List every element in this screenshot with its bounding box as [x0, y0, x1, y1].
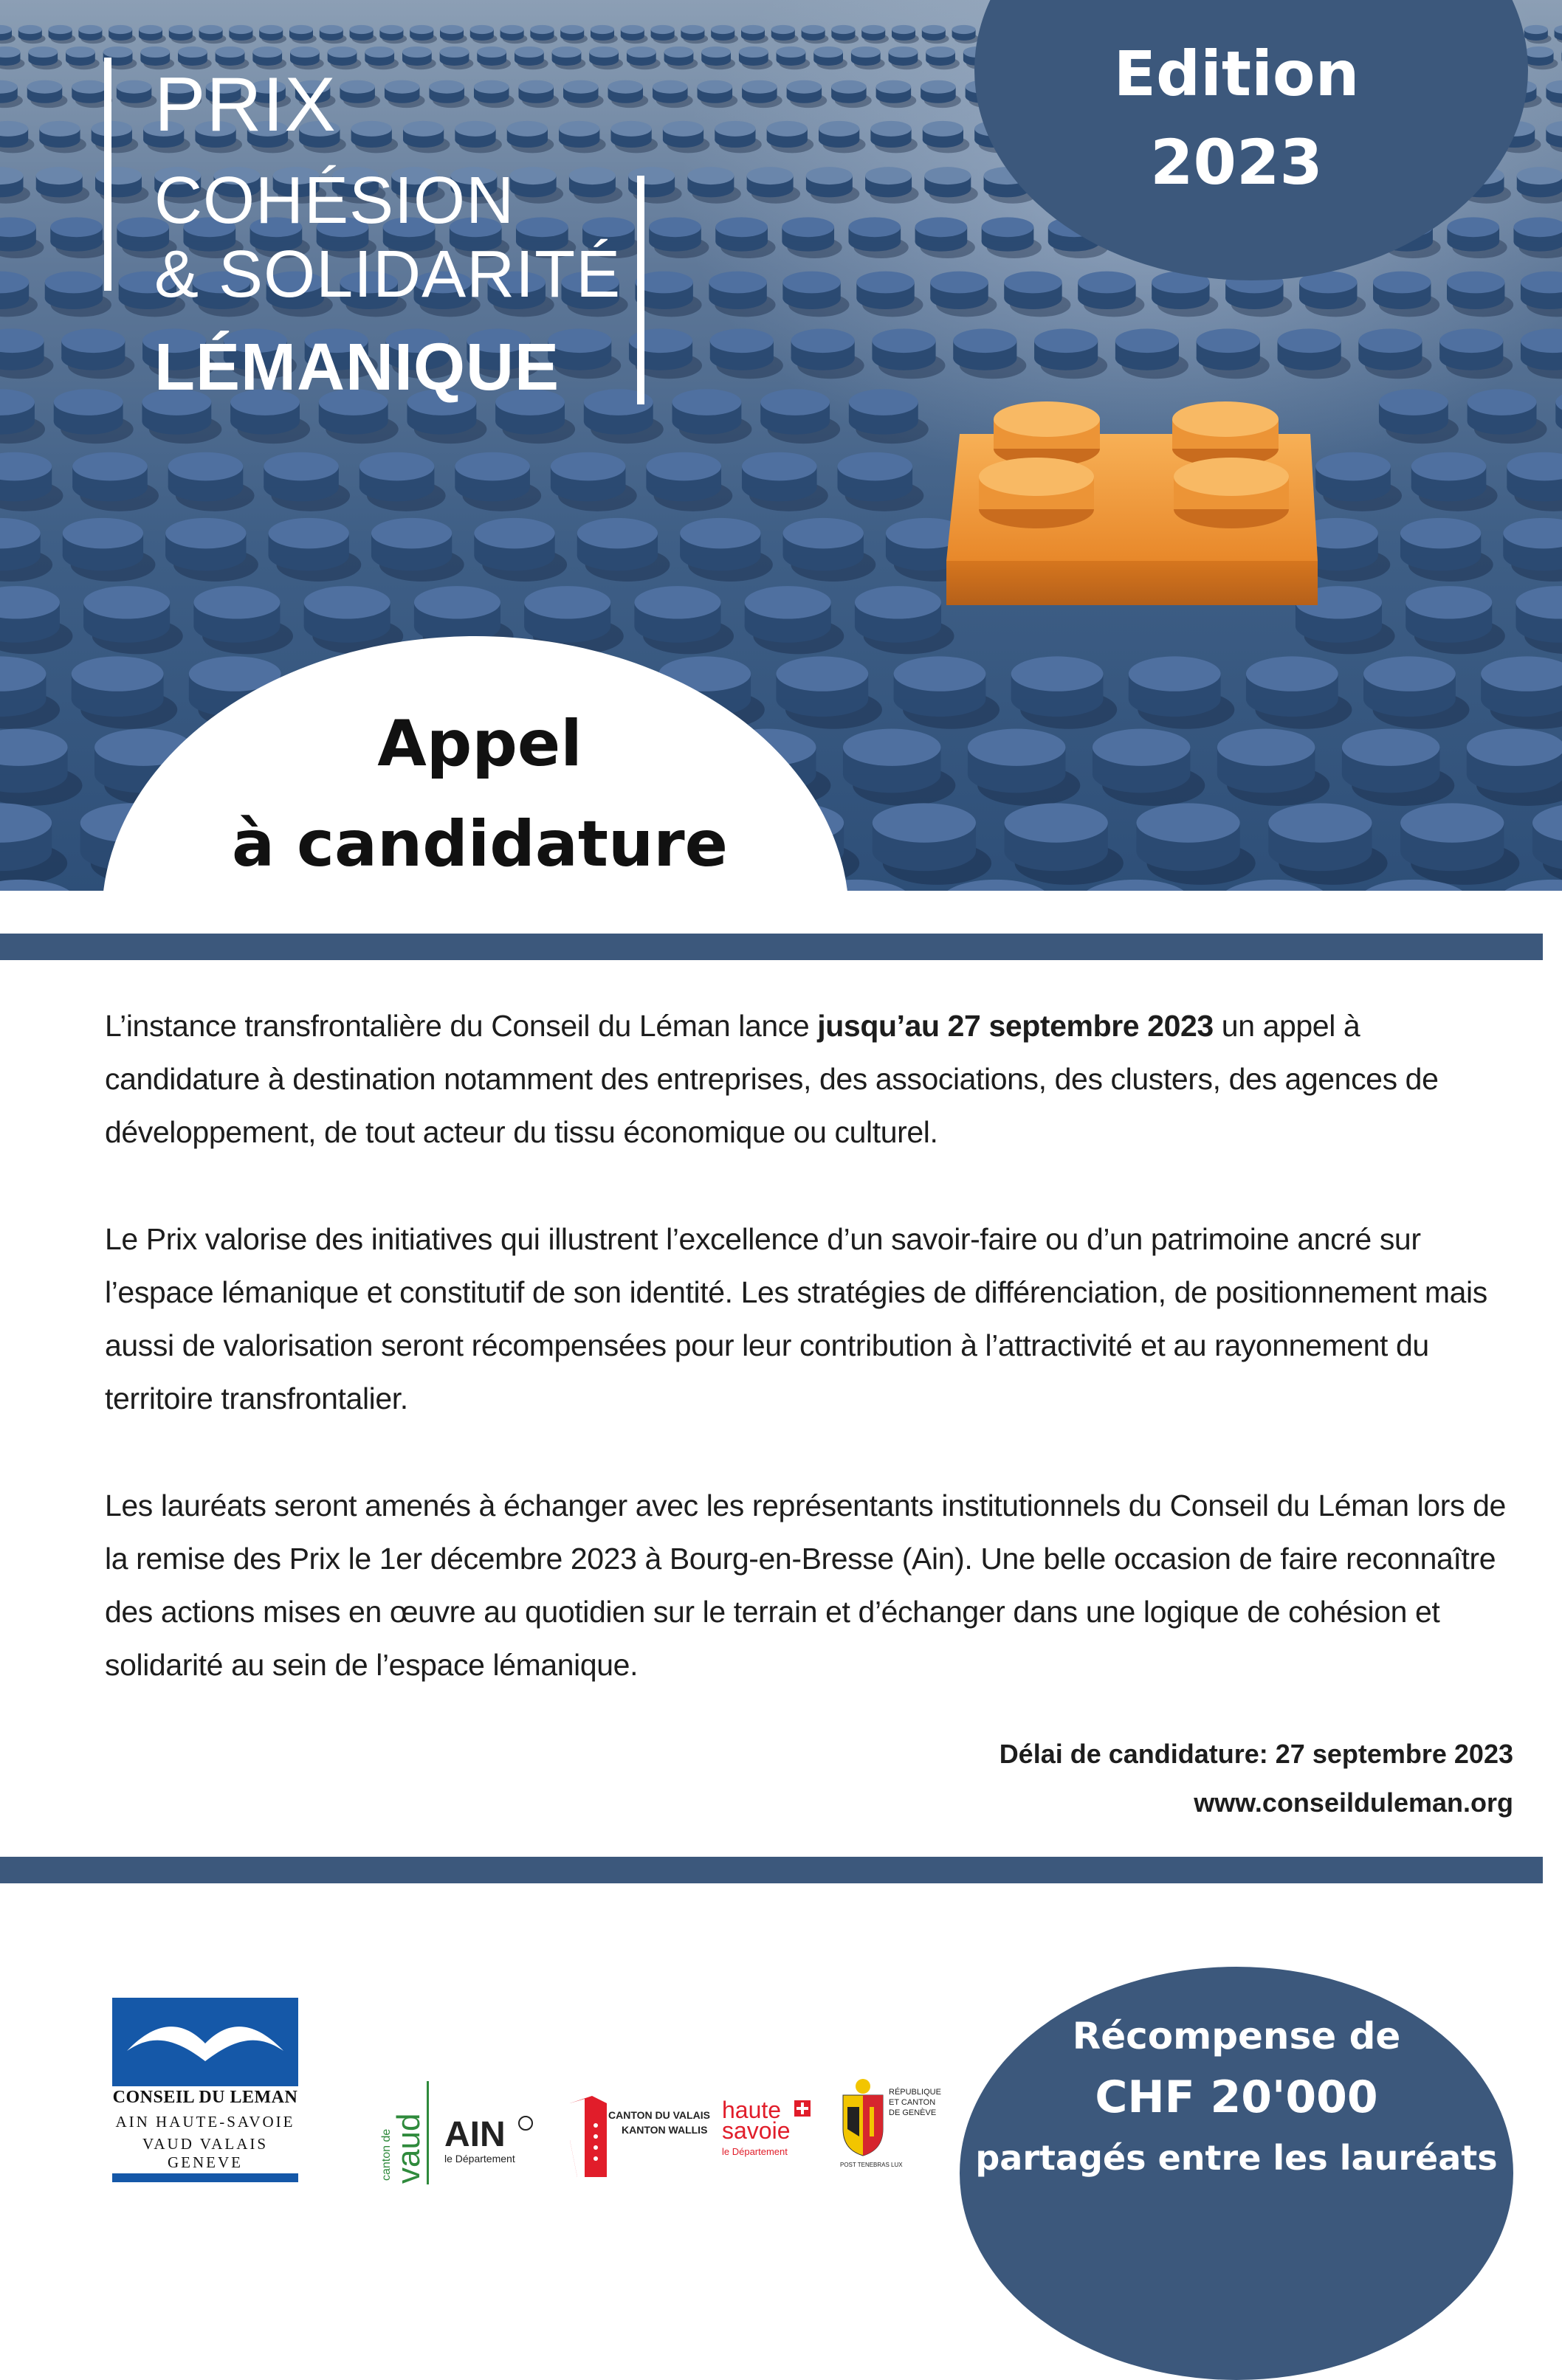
hero-photo: [0, 0, 1562, 891]
leman-underline: [112, 2173, 298, 2182]
paragraph-intro-start: L’instance transfrontalière du Conseil du Léman lance: [105, 1009, 818, 1043]
vaud-separator: [427, 2081, 429, 2184]
title-divider-left: [104, 58, 111, 291]
ge-motto: POST TENEBRAS LUX: [840, 2162, 903, 2168]
hs-line1: haute: [722, 2097, 782, 2123]
hs-cross-icon: [794, 2100, 811, 2117]
leman-members-line2: VAUD VALAIS GENEVE: [142, 2135, 269, 2171]
title-divider-right: [637, 176, 644, 404]
edition-word: Edition: [1113, 38, 1360, 110]
title-prix: PRIX: [154, 62, 337, 148]
paragraph-prize: Le Prix valorise des initiatives qui illustrent l’excellence d’un savoir-faire ou d’un patrimoine ancré sur l’espace lémanique et constitutif de son identité. Les stratégies de différenciation, de positionnement mais aussi de valorisation seront récompensées pour leur contribution à l’attractivité et au rayonnement du territoire transfrontalier.: [105, 1222, 1487, 1415]
reward-line1: Récompense de: [1072, 2015, 1401, 2058]
website-link[interactable]: www.conseilduleman.org: [1194, 1787, 1513, 1818]
hs-line3: le Département: [722, 2146, 788, 2157]
title-cohesion: COHÉSION: [154, 164, 515, 238]
geneva-coat-of-arms-icon: [840, 2077, 886, 2159]
vaud-big: vaud: [390, 2113, 427, 2184]
paragraph-intro-end: un appel à candidature à destination notamment des entreprises, des associations, des clusters, des agences de développement, de tout acteur du tissu économique ou culturel.: [105, 1009, 1439, 1149]
edition-year: 2023: [1150, 126, 1323, 199]
top-divider: [0, 934, 1543, 960]
paragraph-intro: [105, 999, 1515, 1159]
bottom-divider: [0, 1857, 1543, 1883]
conseil-du-leman-logo: [112, 1998, 298, 2182]
leman-members-line1: AIN HAUTE-SAVOIE: [115, 2113, 295, 2131]
ain-number: [518, 2116, 533, 2131]
paragraph-laureates: Les lauréats seront amenés à échanger avec les représentants institutionnels du Conseil du Léman lors de la remise des Prix le 1er décembre 2023 à Bourg-en-Bresse (Ain). Une belle occasion de faire reconnaître des actions mises en œuvre au quotidien sur le terrain et d’échanger dans une logique de cohésion et solidarité au sein de l’espace lémanique.: [105, 1489, 1506, 1682]
ge-line1: RÉPUBLIQUE: [889, 2088, 941, 2097]
canton-geneve-logo: [840, 2077, 958, 2177]
call-heading: [148, 694, 812, 891]
ain-big: AIN: [444, 2115, 506, 2154]
reward-amount: CHF 20'000: [1095, 2072, 1378, 2123]
valais-line2: KANTON WALLIS: [622, 2124, 708, 2136]
hs-line2: savoie: [722, 2117, 791, 2144]
title-lemanique: LÉMANIQUE: [154, 331, 560, 404]
wave-icon: [112, 1998, 298, 2086]
ge-line2: ET CANTON: [889, 2098, 936, 2107]
reward-line3: partagés entre les lauréats: [975, 2138, 1498, 2178]
ge-line3: DE GENÈVE: [889, 2108, 937, 2117]
ain-departement-logo: [443, 2114, 539, 2166]
leman-wave-emblem: [112, 1998, 298, 2086]
title-solidarite: & SOLIDARITÉ: [154, 238, 622, 311]
canton-vaud-logo: [354, 2074, 436, 2184]
valais-line1: CANTON DU VALAIS: [608, 2109, 710, 2121]
deadline-highlight: jusqu’au 27 septembre 2023: [817, 1009, 1214, 1043]
deadline-line: Délai de candidature: 27 septembre 2023: [999, 1739, 1513, 1769]
valais-flag-icon: [562, 2096, 607, 2177]
canton-valais-logo: [562, 2096, 710, 2177]
call-heading-line2: à candidature: [232, 807, 728, 881]
haute-savoie-logo: [722, 2097, 818, 2171]
call-heading-line1: Appel: [377, 707, 582, 781]
leman-name: CONSEIL DU LEMAN: [112, 2088, 298, 2107]
prize-title: [0, 0, 664, 413]
edition-label: [1070, 30, 1403, 207]
vaud-small: canton de: [380, 2128, 393, 2181]
ain-small: le Département: [444, 2153, 515, 2165]
reward-label: [967, 2007, 1506, 2186]
